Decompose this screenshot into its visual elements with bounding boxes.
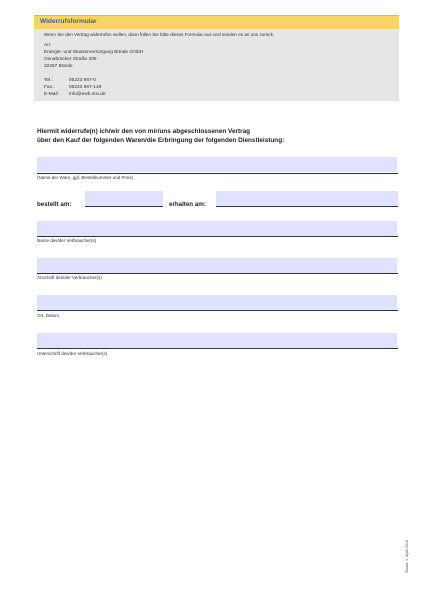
goods-underline xyxy=(37,173,398,174)
ordered-label: bestellt am: xyxy=(37,201,72,208)
place-date-input[interactable] xyxy=(37,295,397,310)
statement-line-1: Hiermit widerrufe(n) ich/wir den von mir/uns abgeschlossenen Vertrag xyxy=(37,128,251,135)
email-value: info@ewb.sov.de xyxy=(69,92,106,97)
ordered-underline xyxy=(85,206,163,207)
goods-caption: (Name der Ware, ggf. Bestellnummer und Preis) xyxy=(37,175,134,180)
version-footer: Stand: 1. April 2016 xyxy=(405,539,409,573)
form-title: Widerrufsformular xyxy=(40,18,97,25)
signature-input[interactable] xyxy=(37,333,397,348)
ordered-date-input[interactable] xyxy=(85,191,163,206)
place-date-underline xyxy=(37,310,398,311)
fax-value: 05223 967-148 xyxy=(69,85,102,90)
intro-text: Wenn Sie den Vertrag widerrufen wollen, dann füllen Sie bitte dieses Formular aus und senden es an uns zurück. xyxy=(44,32,275,37)
email-label: E-Mail: xyxy=(44,92,59,97)
received-label: erhalten am: xyxy=(169,201,206,208)
address-input[interactable] xyxy=(37,258,397,273)
name-underline xyxy=(37,236,398,237)
name-caption: Name des/der Verbraucher(s) xyxy=(37,238,97,243)
name-input[interactable] xyxy=(37,221,397,236)
address-underline xyxy=(37,273,398,274)
company-name: Energie- und Wasserversorgung Bünde GmbH xyxy=(44,50,144,55)
place-date-caption: Ort, Datum xyxy=(37,313,60,318)
phone-label: Tel.: xyxy=(44,78,53,83)
address-caption: Anschrift des/der Verbraucher(s) xyxy=(37,275,102,280)
form-title-bar xyxy=(34,15,399,29)
statement-line-2: über den Kauf der folgenden Waren/die Erbringung der folgenden Dienstleistung: xyxy=(37,137,285,144)
city: 32257 Bünde xyxy=(44,64,73,69)
goods-input[interactable] xyxy=(37,157,397,172)
address-label: An: xyxy=(44,43,52,48)
info-box xyxy=(34,15,399,101)
received-underline xyxy=(216,206,398,207)
fax-label: Fax.: xyxy=(44,85,55,90)
signature-underline xyxy=(37,348,398,349)
street: Osnabrücker Straße 205 xyxy=(44,57,97,62)
signature-caption: Unterschrift des/der Verbraucher(s) xyxy=(37,351,108,356)
received-date-input[interactable] xyxy=(216,191,398,206)
phone-value: 05223 967-0 xyxy=(69,78,96,83)
